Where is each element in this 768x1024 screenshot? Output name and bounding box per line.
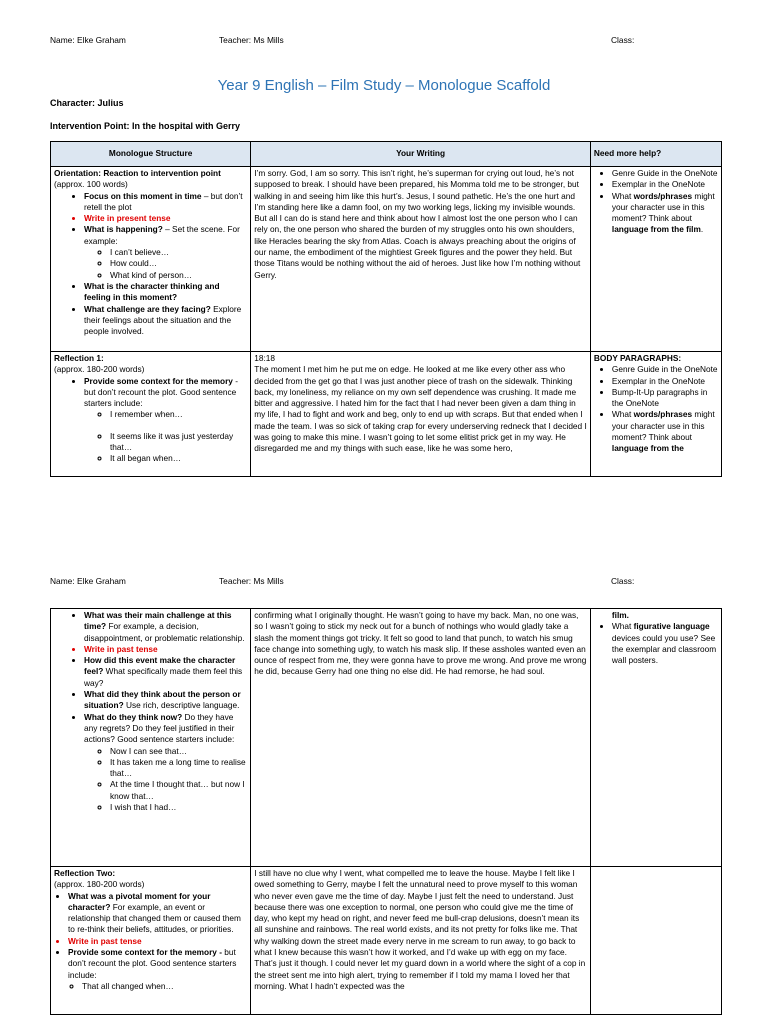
writing-cell[interactable] bbox=[251, 609, 591, 867]
word-count: (approx. 180-200 words) bbox=[54, 364, 145, 375]
list-item: ◦ It seems like it was just yesterday that… bbox=[110, 431, 247, 454]
help-continued: film bbox=[611, 610, 627, 620]
list-item: ◦ It all began when… bbox=[110, 453, 247, 464]
list-item: • What was their main challenge at this time? For example, a decision, disappointment, or problematic relationship. bbox=[84, 610, 247, 644]
help-cell: film. • What figurative language devices could you use? See the exemplar and classroom wall posters. bbox=[590, 609, 721, 867]
teacher-name: Teacher: Ms Mills bbox=[219, 35, 284, 45]
teacher-name: Teacher: Ms Mills bbox=[219, 576, 284, 586]
structure-cell bbox=[51, 867, 251, 1015]
list-item: • Write in present tense bbox=[84, 213, 247, 224]
writing-cell[interactable] bbox=[251, 167, 591, 352]
list-item: • Write in past tense bbox=[68, 936, 247, 947]
writing-cell[interactable] bbox=[251, 867, 591, 1015]
list-item: • Genre Guide in the OneNote bbox=[612, 364, 718, 375]
list-item: • Focus on this moment in time – but don’t retell the plot bbox=[84, 191, 247, 214]
writing-text: I’m sorry. God, I am so sorry. This isn’t right, he’s superman for crying out loud, he’s not supposed to break. I should have been prepared, his Momma told me to be stronger, but walking in and seeing him like this hurt’s. Jesus, I sound pathetic. He’s the one hurt and I’m standing here like a damn fool, on my two working legs, licking my invisible wounds. But all I can do is stand here and think about how I almost lost the one person who I can rely on, the one person who shared the burden of my struggles onto his own shoulders, like Heracles bearing the sky from Atlas. Coach is always preaching about the origins of our name, the embodiment of the mightiest Greek figures and the power they held. But those Titans would be nothing without the aid of heroes. Just like how I’m nothing without Gerry. bbox=[254, 168, 581, 280]
list-item: ◦ It has taken me a long time to realise that… bbox=[110, 757, 247, 780]
list-item: • What is the character thinking and feeling in this moment? bbox=[84, 281, 247, 304]
list-item: ◦ Now I can see that… bbox=[110, 746, 247, 757]
structure-cell bbox=[51, 352, 251, 477]
list-item: • What challenge are they facing? Explore their feelings about the situation and the people involved. bbox=[84, 304, 247, 338]
character-label: Character: Julius bbox=[50, 98, 124, 108]
table-row-reflection-2 bbox=[51, 867, 722, 1015]
list-item: • Genre Guide in the OneNote bbox=[612, 168, 718, 179]
row-heading: Orientation: Reaction to intervention point bbox=[54, 168, 221, 178]
list-item: ◦ I can’t believe… bbox=[110, 247, 247, 258]
page-title: Year 9 English – Film Study – Monologue Scaffold bbox=[217, 77, 551, 94]
table-row-reflection-1-cont bbox=[51, 609, 722, 867]
list-item: • Provide some context for the memory - but don’t recount the plot. Good sentence starters include: ◦ I remember when… ◦ It seems like it was just yesterday that… ◦ It all began when… bbox=[84, 376, 247, 465]
column-header: Your Writing bbox=[251, 142, 591, 167]
scaffold-table-page2 bbox=[50, 608, 722, 1015]
help-cell bbox=[590, 352, 721, 477]
help-cell bbox=[590, 167, 721, 352]
list-item: • What did they think about the person or situation? Use rich, descriptive language. bbox=[84, 689, 247, 712]
list-item: • How did this event make the character feel? What specifically made them feel this way? bbox=[84, 655, 247, 689]
list-item: • Exemplar in the OneNote bbox=[612, 376, 718, 387]
list-item: • What was a pivotal moment for your character? For example, an event or relationship that changed them or caused them to re-think their beliefs, attitudes, or priorities. bbox=[68, 891, 247, 936]
word-count: (approx. 100 words) bbox=[54, 179, 128, 190]
structure-cell bbox=[51, 609, 251, 867]
table-header-row bbox=[51, 142, 722, 167]
table-row-orientation bbox=[51, 167, 722, 352]
writing-cell[interactable] bbox=[251, 352, 591, 477]
list-item: • Bump-It-Up paragraphs in the OneNote bbox=[612, 387, 718, 410]
list-item: ◦ I remember when… bbox=[110, 409, 247, 420]
list-item: ◦ How could… bbox=[110, 258, 247, 269]
class-label: Class: bbox=[611, 576, 635, 586]
writing-text: I still have no clue why I went, what compelled me to leave the house. Maybe I felt like I owed something to Gerry, maybe I felt the unnatural need to prove myself to this woman who never even gave me the time of day. Maybe I just felt the need to understand. Just because there was one exception to normal, one person who could give me the time of day, who kept my head on right, and never feed me bull-crap delusions, doesn’t mean its all sunshine and rainbows. The real world exists, and its not pretty for folks like me. That why walking down the street made every nerve in me scream to run away, to go back to what I knew because this wasn’t how it worked, and I’d wake up with egg on my face. That’s just it though. I could never let my guard down in a world where the sight of a cop in the street sent me into high alert, trying to remember if I told my mama I loved her that morning. What I hadn’t expected was the bbox=[254, 868, 586, 991]
list-item: • Exemplar in the OneNote bbox=[612, 179, 718, 190]
help-cell bbox=[590, 867, 721, 1015]
scaffold-table-page1 bbox=[50, 141, 722, 477]
writing-text: The moment I met him he put me on edge. He looked at me like every other ass who decided from the get go that I was just another piece of trash on the sidewalk. Thinking back, my loneliness, my reliance on my own self dependence was crushing. It made me bitter and aggressive. I hated him for the fact that I had never been given a dam thing in my life, I had to fight and work and beg, only to end up with scraps. But that ended when I made the team. I was so sick of taking crap for every underserving redneck that I decided I was going to make this mine. I wasn’t going to let some elitist prick get in my way. He disregarded me and my things with such ease, like he was some hero, bbox=[254, 364, 587, 454]
class-label: Class: bbox=[611, 35, 635, 45]
list-item: ◦ I wish that I had… bbox=[110, 802, 247, 813]
row-heading: Reflection Two: bbox=[54, 868, 116, 878]
structure-cell bbox=[51, 167, 251, 352]
help-heading: BODY PARAGRAPHS: bbox=[593, 353, 682, 363]
list-item: ◦ What kind of person… bbox=[110, 270, 247, 281]
column-header: Need more help? bbox=[590, 142, 721, 167]
column-header: Monologue Structure bbox=[51, 142, 251, 167]
writing-text: confirming what I originally thought. He wasn’t going to have my back. Man, no one was, so I wasn’t going to stick my neck out for a bunch of nothings who would gladly take a slash the moment things got tricky. It felt so good to land that punch, to watch his smug face change into something ugly, to watch his mask slip. If these assholes wanted even an ounce of respect from me, they were gonna have to prove me wrong. And prove me wrong he did, because Gerry had one thing no else did. He had remorse, he had soul. bbox=[254, 610, 587, 677]
list-item: • What words/phrases might your character use in this moment? Think about language from the film. bbox=[612, 191, 718, 236]
list-item: • What is happening? – Set the scene. For example: ◦ I can’t believe… ◦ How could… ◦ What kind of person… bbox=[84, 224, 247, 280]
intervention-label: Intervention Point: In the hospital with Gerry bbox=[50, 121, 241, 131]
list-item: • What figurative language devices could you use? See the exemplar and classroom wall posters. bbox=[612, 621, 718, 666]
list-item: • Provide some context for the memory - but don’t recount the plot. Good sentence starters include: ◦ That all changed when… bbox=[68, 947, 247, 992]
word-count: (approx. 180-200 words) bbox=[54, 879, 145, 890]
timestamp: 18:18 bbox=[254, 353, 276, 363]
list-item: ◦ At the time I thought that… but now I know that… bbox=[110, 779, 247, 802]
list-item: • What words/phrases might your character use in this moment? Think about language from the bbox=[612, 409, 718, 454]
row-heading: Reflection 1: bbox=[54, 353, 104, 363]
student-name: Name: Elke Graham bbox=[50, 35, 126, 45]
list-item: • What do they think now? Do they have any regrets? Do they feel justified in their actions? Good sentence starters include: ◦ Now I can see that… ◦ It has taken me a long time to realise that… ◦ At the time I thought that… but now I know that… ◦ I wish that I had… bbox=[84, 712, 247, 814]
list-item: • Write in past tense bbox=[84, 644, 247, 655]
list-item: ◦ That all changed when… bbox=[82, 981, 247, 992]
table-row-reflection-1 bbox=[51, 352, 722, 477]
student-name: Name: Elke Graham bbox=[50, 576, 126, 586]
